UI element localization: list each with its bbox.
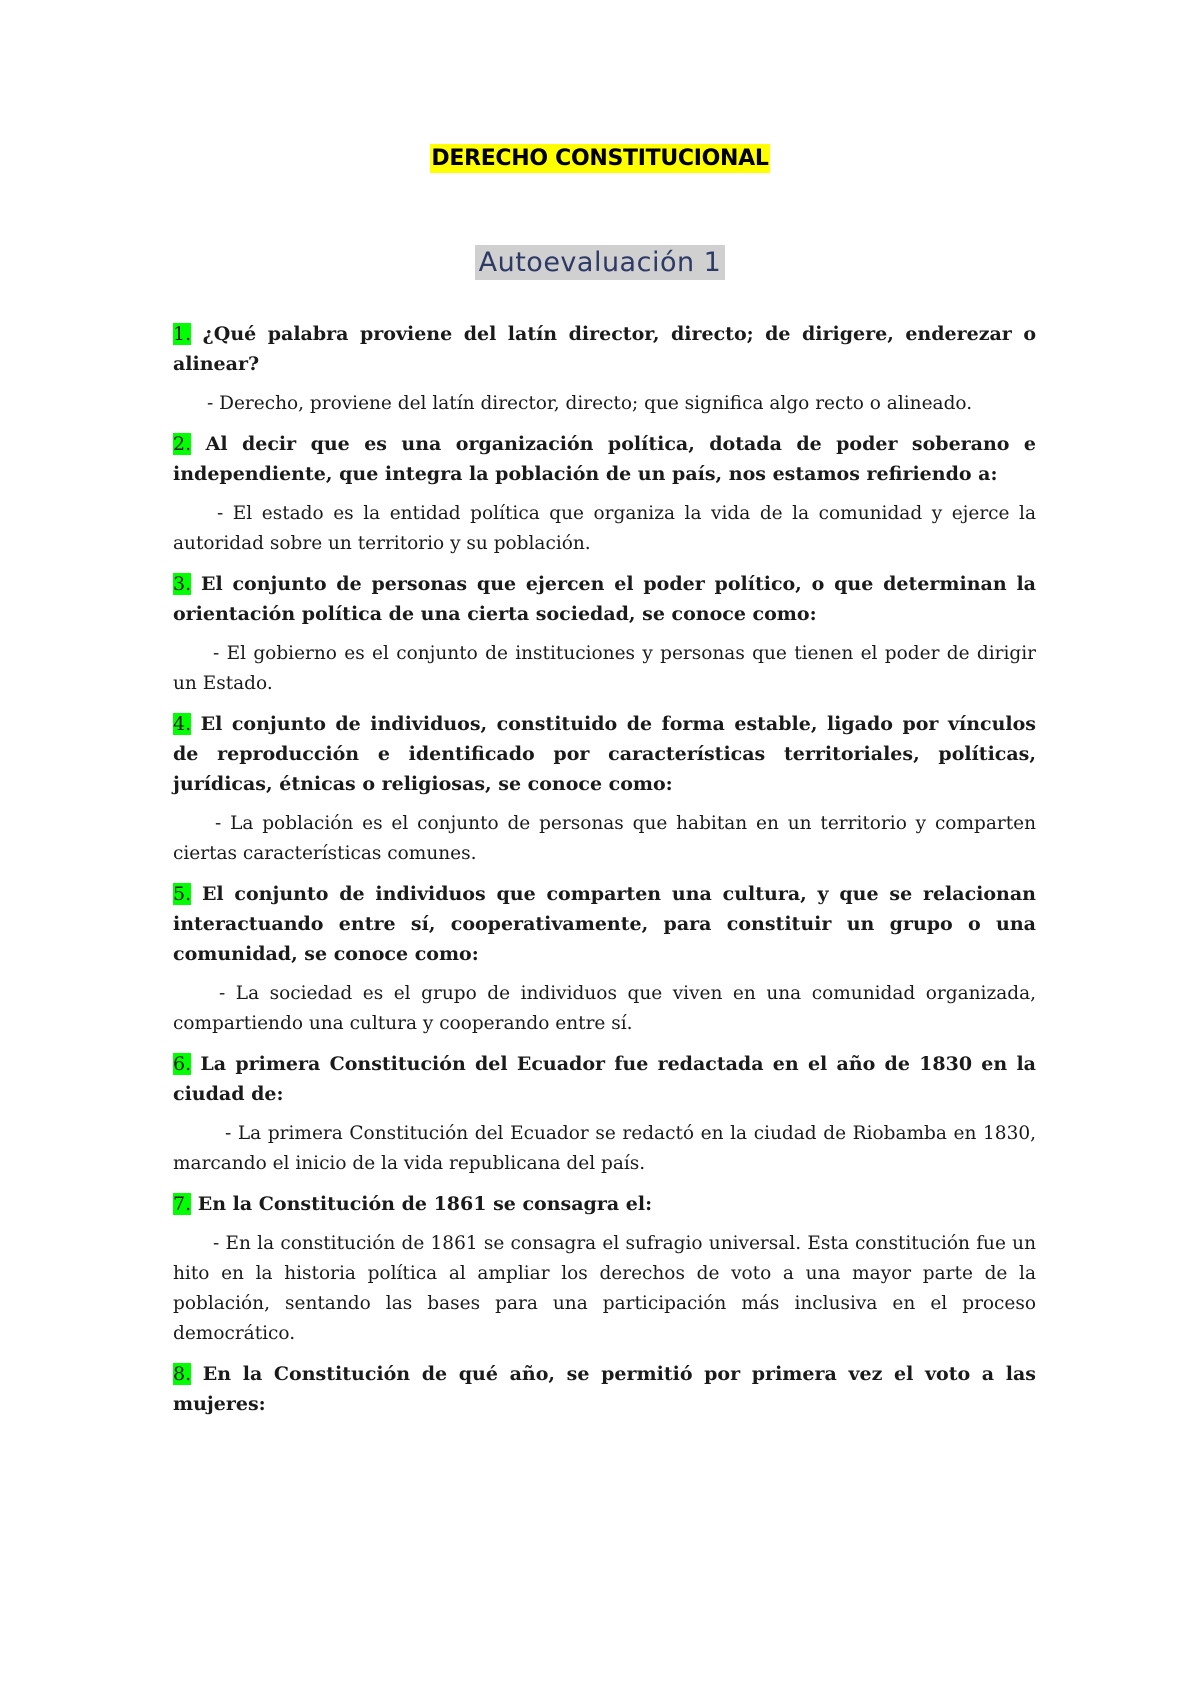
question-number: 6. xyxy=(173,1053,192,1075)
question-number: 2. xyxy=(173,433,192,455)
question-2 xyxy=(173,429,1036,489)
question-list xyxy=(173,319,1036,1429)
question-7 xyxy=(173,1189,1036,1219)
question-number: 7. xyxy=(173,1193,192,1215)
question-text: El conjunto de individuos que comparten una cultura, y que se relacionan interactuando entre sí, cooperativamente, para constituir un grupo o una comunidad, se conoce como: xyxy=(173,883,1036,965)
question-text: En la Constitución de qué año, se permitió por primera vez el voto a las mujeres: xyxy=(173,1363,1036,1415)
document-subtitle-text: Autoevaluación 1 xyxy=(475,245,726,280)
question-text: Al decir que es una organización política, dotada de poder soberano e independiente, que integra la población de un país, nos estamos refiriendo a: xyxy=(173,433,1036,485)
answer-1: - Derecho, proviene del latín director, directo; que significa algo recto o alineado. xyxy=(207,393,973,414)
answer-5: - La sociedad es el grupo de individuos que viven en una comunidad organizada, compartiendo una cultura y cooperando entre sí. xyxy=(173,983,1036,1034)
question-6 xyxy=(173,1049,1036,1109)
document-subtitle xyxy=(0,247,1200,278)
question-text: La primera Constitución del Ecuador fue redactada en el año de 1830 en la ciudad de: xyxy=(173,1053,1036,1105)
question-number: 3. xyxy=(173,573,192,595)
question-number: 5. xyxy=(173,883,192,905)
document-title-text: DERECHO CONSTITUCIONAL xyxy=(431,146,769,171)
answer-7: - En la constitución de 1861 se consagra el sufragio universal. Esta constitución fue un hito en la historia política al ampliar los derechos de voto a una mayor parte de la población, sentando las bases para una participación más inclusiva en el proceso democrático. xyxy=(173,1233,1036,1344)
document-title xyxy=(0,146,1200,171)
question-number: 8. xyxy=(173,1363,192,1385)
question-5 xyxy=(173,879,1036,969)
answer-6: - La primera Constitución del Ecuador se redactó en la ciudad de Riobamba en 1830, marcando el inicio de la vida republicana del país. xyxy=(173,1123,1036,1174)
question-number: 1. xyxy=(173,323,192,345)
answer-2: - El estado es la entidad política que organiza la vida de la comunidad y ejerce la autoridad sobre un territorio y su población. xyxy=(173,503,1036,554)
question-1 xyxy=(173,319,1036,379)
answer-4: - La población es el conjunto de personas que habitan en un territorio y comparten ciertas características comunes. xyxy=(173,813,1036,864)
question-4 xyxy=(173,709,1036,799)
answer-3: - El gobierno es el conjunto de instituciones y personas que tienen el poder de dirigir un Estado. xyxy=(173,643,1036,694)
question-text: El conjunto de individuos, constituido de forma estable, ligado por vínculos de reproducción e identificado por características territoriales, políticas, jurídicas, étnicas o religiosas, se conoce como: xyxy=(173,713,1036,795)
question-8 xyxy=(173,1359,1036,1419)
question-text: En la Constitución de 1861 se consagra el: xyxy=(191,1193,653,1215)
question-text: ¿Qué palabra proviene del latín director, directo; de dirigere, enderezar o alinear? xyxy=(173,323,1036,375)
question-text: El conjunto de personas que ejercen el poder político, o que determinan la orientación política de una cierta sociedad, se conoce como: xyxy=(173,573,1036,625)
question-number: 4. xyxy=(173,713,192,735)
question-3 xyxy=(173,569,1036,629)
